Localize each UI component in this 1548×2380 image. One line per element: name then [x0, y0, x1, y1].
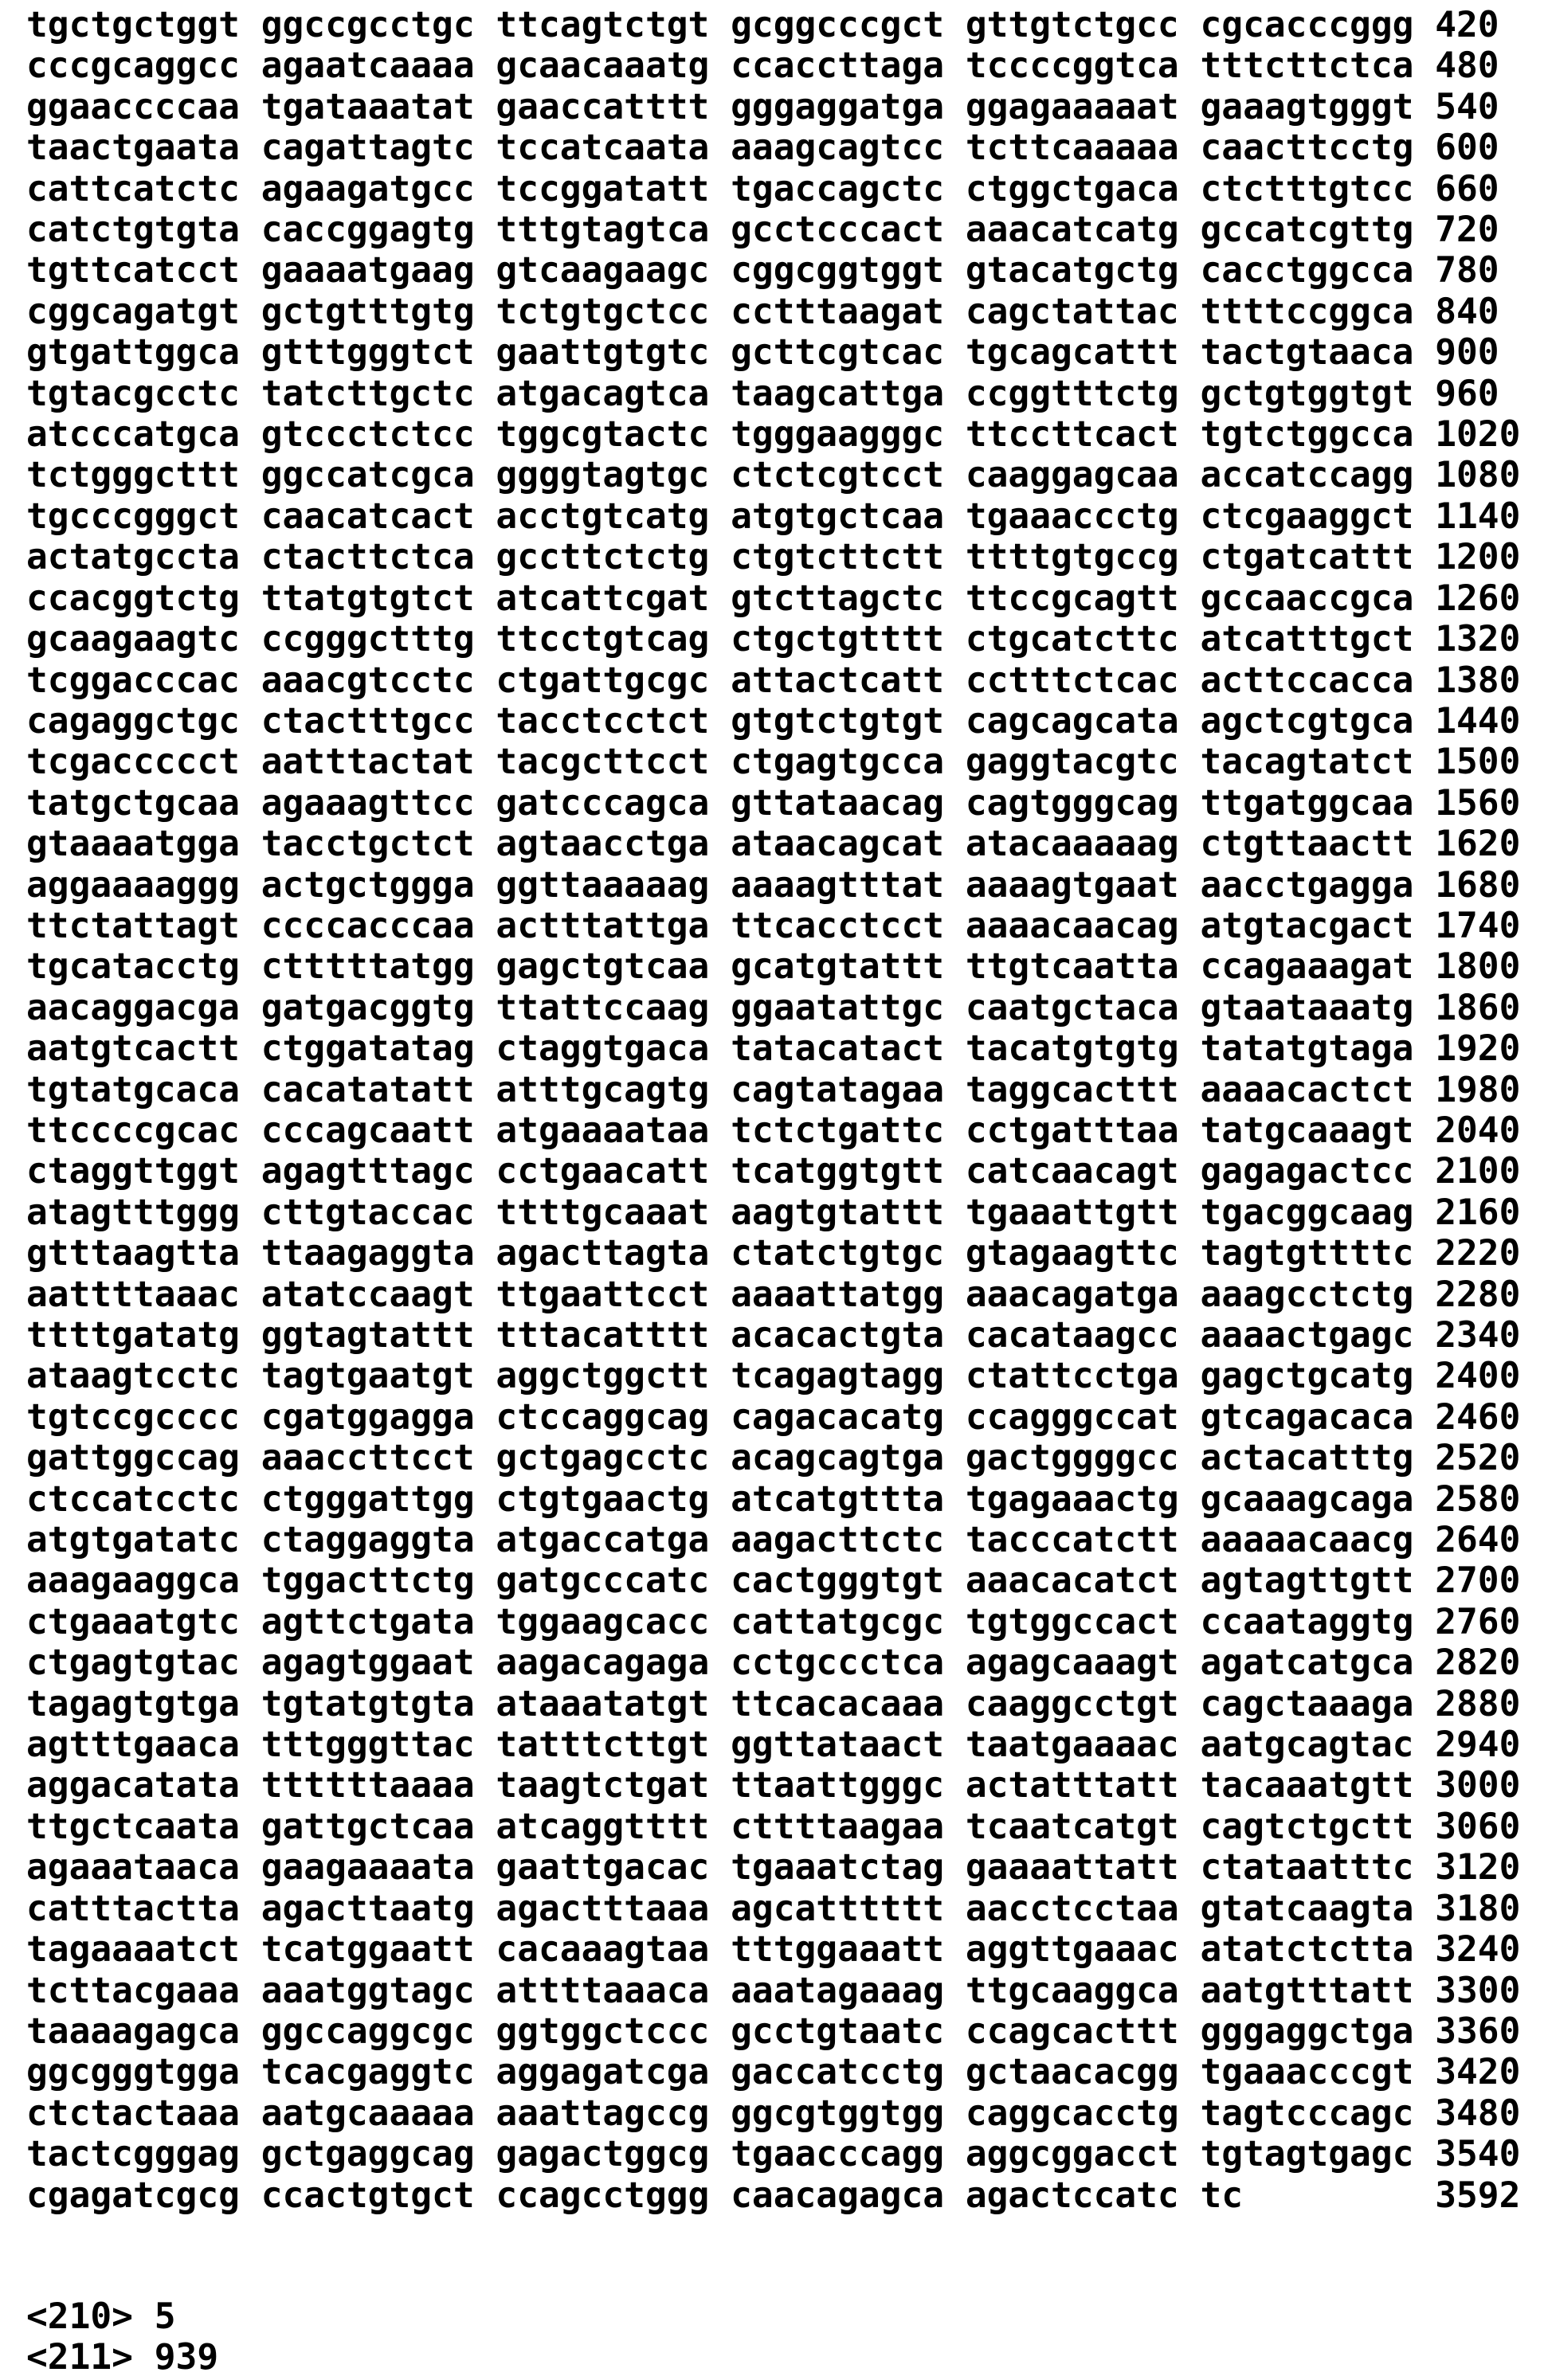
document-page	[26, 5, 1520, 2378]
sequence-listing: tgctgctggt ggccgcctgc ttcagtctgt gcggcccgct gttgtctgcc cgcacccggg 420 cccgcaggcc agaatcaaaa gcaacaaatg ccaccttaga tccccggtca tttcttctca 480 ggaaccccaa tgataaatat gaaccatttt gggaggatga ggagaaaaat gaaagtgggt 540 taactgaata cagattagtc tccatcaata aaagcagtcc tcttcaaaaa caacttcctg 600 cattcatctc agaagatgcc tccggatatt tgaccagctc ctggctgaca ctctttgtcc 660 catctgtgta caccggagtg tttgtagtca gcctcccact aaacatcatg gccatcgttg 720 tgttcatcct gaaaatgaag gtcaagaagc cggcggtggt gtacatgctg cacctggcca 780 cggcagatgt gctgtttgtg tctgtgctcc cctttaagat cagctattac ttttccggca 840 gtgattggca gtttgggtct gaattgtgtc gcttcgtcac tgcagcattt tactgtaaca 900 tgtacgcctc tatcttgctc atgacagtca taagcattga ccggtttctg gctgtggtgt 960 atcccatgca gtccctctcc tggcgtactc tgggaagggc ttccttcact tgtctggcca 1020 tctgggcttt ggccatcgca ggggtagtgc ctctcgtcct caaggagcaa accatccagg 1080 tgcccgggct caacatcact acctgtcatg atgtgctcaa tgaaaccctg ctcgaaggct 1140 actatgccta ctacttctca gccttctctg ctgtcttctt ttttgtgccg ctgatcattt 1200 ccacggtctg ttatgtgtct atcattcgat gtcttagctc ttccgcagtt gccaaccgca 1260 gcaagaagtc ccgggctttg ttcctgtcag ctgctgtttt ctgcatcttc atcatttgct 1320 tcggacccac aaacgtcctc ctgattgcgc attactcatt cctttctcac acttccacca 1380 cagaggctgc ctactttgcc tacctcctct gtgtctgtgt cagcagcata agctcgtgca 1440 tcgaccccct aatttactat tacgcttcct ctgagtgcca gaggtacgtc tacagtatct 1500 tatgctgcaa agaaagttcc gatcccagca gttataacag cagtgggcag ttgatggcaa 1560 gtaaaatgga tacctgctct agtaacctga ataacagcat atacaaaaag ctgttaactt 1620 aggaaaaggg actgctggga ggttaaaaag aaaagtttat aaaagtgaat aacctgagga 1680 ttctattagt ccccacccaa actttattga ttcacctcct aaaacaacag atgtacgact 1740 tgcatacctg ctttttatgg gagctgtcaa gcatgtattt ttgtcaatta ccagaaagat 1800 aacaggacga gatgacggtg ttattccaag ggaatattgc caatgctaca gtaataaatg 1860 aatgtcactt ctggatatag ctaggtgaca tatacatact tacatgtgtg tatatgtaga 1920 tgtatgcaca cacatatatt atttgcagtg cagtatagaa taggcacttt aaaacactct 1980 ttccccgcac cccagcaatt atgaaaataa tctctgattc cctgatttaa tatgcaaagt 2040 ctaggttggt agagtttagc cctgaacatt tcatggtgtt catcaacagt gagagactcc 2100 atagtttggg cttgtaccac ttttgcaaat aagtgtattt tgaaattgtt tgacggcaag 2160 gtttaagtta ttaagaggta agacttagta ctatctgtgc gtagaagttc tagtgttttc 2220 aattttaaac atatccaagt ttgaattcct aaaattatgg aaacagatga aaagcctctg 2280 ttttgatatg ggtagtattt tttacatttt acacactgta cacataagcc aaaactgagc 2340 ataagtcctc tagtgaatgt aggctggctt tcagagtagg ctattcctga gagctgcatg 2400 tgtccgcccc cgatggagga ctccaggcag cagacacatg ccagggccat gtcagacaca 2460 gattggccag aaaccttcct gctgagcctc acagcagtga gactggggcc actacatttg 2520 ctccatcctc ctgggattgg ctgtgaactg atcatgttta tgagaaactg gcaaagcaga 2580 atgtgatatc ctaggaggta atgaccatga aagacttctc tacccatctt aaaaacaacg 2640 aaagaaggca tggacttctg gatgcccatc cactgggtgt aaacacatct agtagttgtt 2700 ctgaaatgtc agttctgata tggaagcacc cattatgcgc tgtggccact ccaataggtg 2760 ctgagtgtac agagtggaat aagacagaga cctgccctca agagcaaagt agatcatgca 2820 tagagtgtga tgtatgtgta ataaatatgt ttcacacaaa caaggcctgt cagctaaaga 2880 agtttgaaca tttgggttac tatttcttgt ggttataact taatgaaaac aatgcagtac 2940 aggacatata ttttttaaaa taagtctgat ttaattgggc actatttatt tacaaatgtt 3000 ttgctcaata gattgctcaa atcaggtttt cttttaagaa tcaatcatgt cagtctgctt 3060 agaaataaca gaagaaaata gaattgacac tgaaatctag gaaaattatt ctataatttc 3120 catttactta agacttaatg agactttaaa agcatttttt aacctcctaa gtatcaagta 3180 tagaaaatct tcatggaatt cacaaagtaa tttggaaatt aggttgaaac atatctctta 3240 tcttacgaaa aaatggtagc attttaaaca aaatagaaag ttgcaaggca aatgtttatt 3300 taaaagagca ggccaggcgc ggtggctccc gcctgtaatc ccagcacttt gggaggctga 3360 ggcgggtgga tcacgaggtc aggagatcga gaccatcctg gctaacacgg tgaaacccgt 3420 ctctactaaa aatgcaaaaa aaattagccg ggcgtggtgg caggcacctg tagtcccagc 3480 tactcgggag gctgaggcag gagactggcg tgaacccagg aggcggacct tgtagtgagc 3540 cgagatcgcg ccactgtgct ccagcctggg caacagagca agactccatc tc 3592	[26, 5, 1521, 2216]
sequence-tags: <210> 5 <211> 939	[26, 2296, 219, 2378]
